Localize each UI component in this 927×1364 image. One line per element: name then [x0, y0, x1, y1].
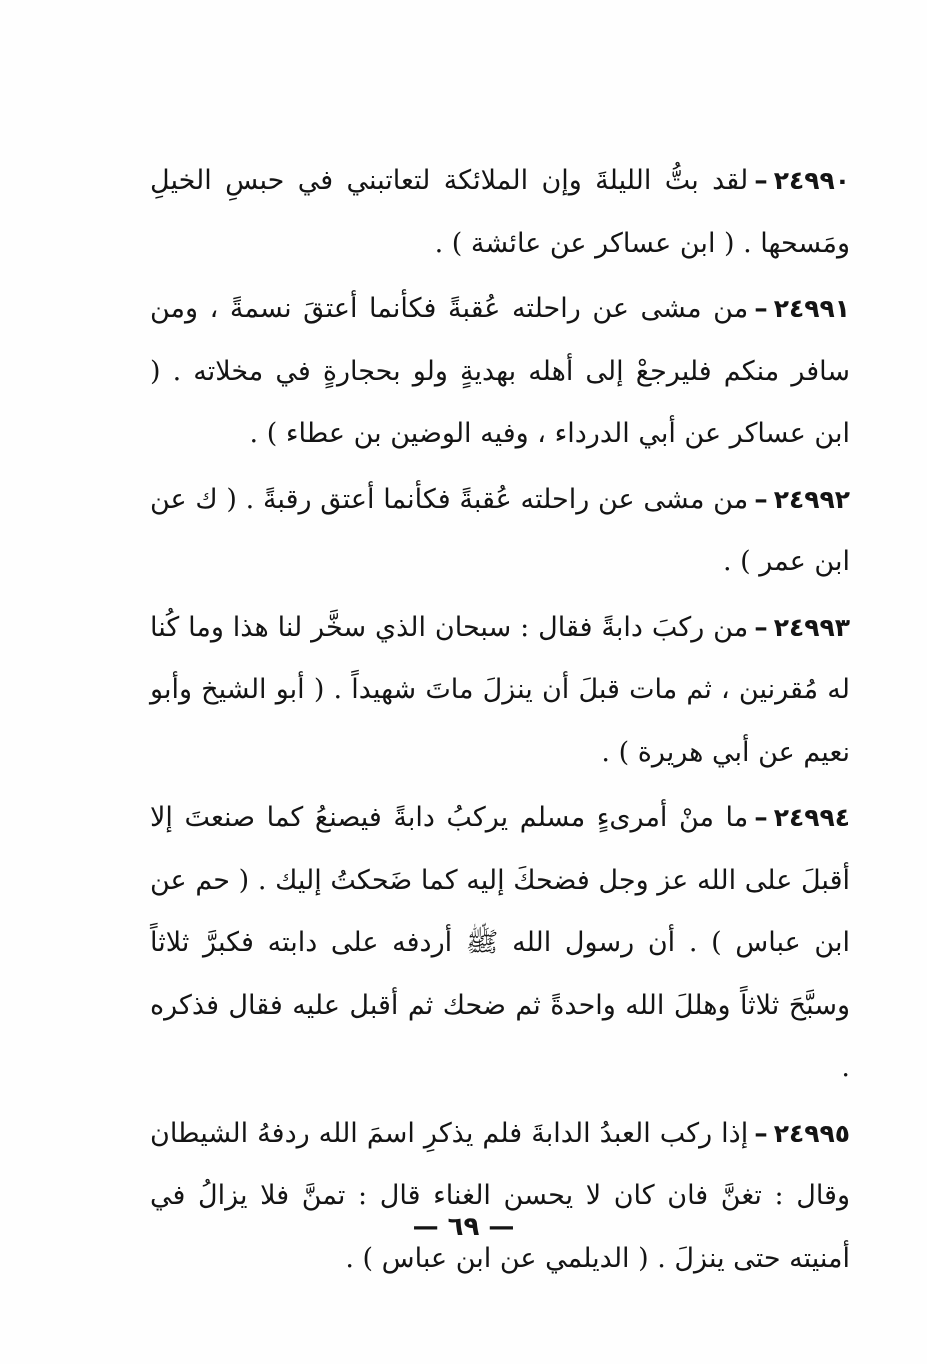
hadith-entry-24994 [150, 787, 850, 1100]
hadith-text: إذا ركب العبدُ الدابةَ فلم يذكرِ اسمَ الله ردفهُ الشيطان وقال : تغنَّ فان كان لا يحسن الغناء قال : تمنَّ فلا يزالُ في أمنيته حتى ينزلَ . ( الديلمي عن ابن عباس ) . [150, 1117, 850, 1274]
hadith-text-block [150, 150, 850, 1293]
hadith-text: ما منْ أمرىءٍ مسلم يركبُ دابةً فيصنعُ كما صنعتَ إلا أقبلَ على الله عز وجل فضحكَ إليه كما ضَحكتُ إليك . ( حم عن ابن عباس ) . أن رسول الله ﷺ أردفه على دابته فكبرَّ ثلاثاً وسبَّحَ ثلاثاً وهللَ الله واحدةً ثم ضحك ثم أقبل عليه فقال فذكره . [150, 802, 850, 1083]
separator-dash: – [754, 611, 768, 643]
separator-dash: – [754, 293, 768, 324]
hadith-text: من مشى عن راحلته عُقبةً فكأنما أعتق رقبةً . ( ك عن ابن عمر ) . [150, 483, 850, 577]
hadith-text: من ركبَ دابةً فقال : سبحان الذي سخَّر لنا هذا وما كُنا له مُقرنين ، ثم مات قبلَ أن ينزلَ ماتَ شهيداً . ( أبو الشيخ وأبو نعيم عن أبي هريرة ) . [150, 611, 850, 768]
hadith-entry-24995 [150, 1103, 850, 1291]
page-number: — ٦٩ — [412, 1212, 515, 1242]
hadith-entry-24991 [150, 278, 850, 466]
hadith-number: ٢٤٩٩٣ [773, 612, 850, 642]
hadith-text: من مشى عن راحلته عُقبةً فكأنما أعتقَ نسمةً ، ومن سافر منكم فليرجعْ إلى أهله بهديةٍ ولو بحجارةٍ في مخلاته . ( ابن عساكر عن أبي الدرداء ، وفيه الوضين بن عطاء ) . [150, 293, 850, 449]
hadith-number: ٢٤٩٩٢ [773, 484, 850, 514]
separator-dash: – [754, 165, 768, 196]
separator-dash: – [754, 483, 768, 515]
hadith-number: ٢٤٩٩٠ [773, 166, 850, 195]
hadith-number: ٢٤٩٩٥ [773, 1118, 850, 1148]
hadith-entry-24992 [150, 469, 850, 594]
hadith-number: ٢٤٩٩٤ [773, 803, 850, 832]
hadith-number: ٢٤٩٩١ [773, 294, 850, 323]
separator-dash: – [754, 1117, 768, 1149]
hadith-entry-24993 [150, 597, 850, 785]
hadith-entry-24990 [150, 150, 850, 275]
separator-dash: – [754, 802, 768, 833]
hadith-text: لقد بتُّ الليلةَ وإن الملائكة لتعاتبني في حبسِ الخيلِ ومَسحها . ( ابن عساكر عن عائشة ) . [150, 165, 850, 259]
